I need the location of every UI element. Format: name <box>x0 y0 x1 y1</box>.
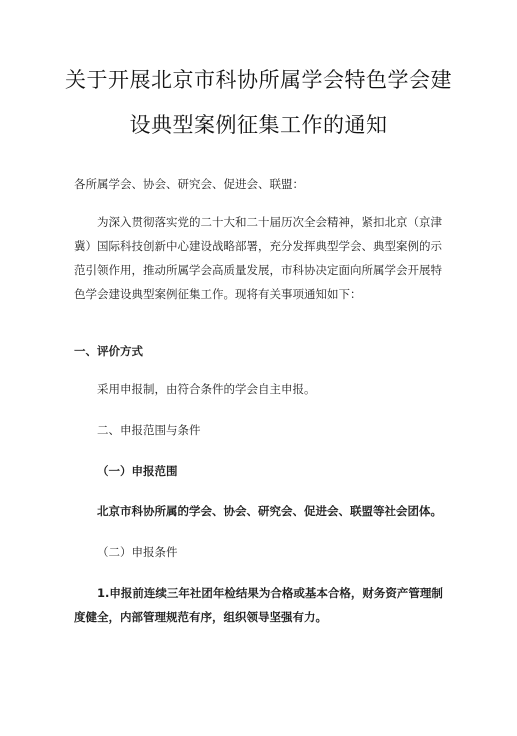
subsection-1-body: 北京市科协所属的学会、协会、研究会、促进会、联盟等社会团体。 <box>97 504 442 518</box>
subsection-1-heading: （一）申报范围 <box>97 464 178 478</box>
section-1-body: 采用申报制，由符合条件的学会自主申报。 <box>97 382 316 396</box>
document-title-line-1: 关于开展北京市科协所属学会特色学会建 <box>65 68 452 92</box>
salutation: 各所属学会、协会、研究会、促进会、联盟： <box>74 177 304 191</box>
intro-paragraph: 为深入贯彻落实党的二十大和二十届历次全会精神，紧扣北京（京津冀）国际科技创新中心建设战略部署，充分发挥典型学会、典型案例的示范引领作用，推动所属学会高质量发展，市科协决定面向所属学会开展特色学会建设典型案例征集工作。现将有关事项通知如下： <box>74 215 442 301</box>
condition-1: 1.申报前连续三年社团年检结果为合格或基本合格，财务资产管理制度健全，内部管理规范有序，组织领导坚强有力。 <box>74 586 443 624</box>
subsection-2-heading: （二）申报条件 <box>97 545 178 559</box>
section-1-heading: 一、评价方式 <box>74 344 143 358</box>
section-2-heading: 二、申报范围与条件 <box>97 423 201 437</box>
document-title-line-2: 设典型案例征集工作的通知 <box>129 113 388 137</box>
